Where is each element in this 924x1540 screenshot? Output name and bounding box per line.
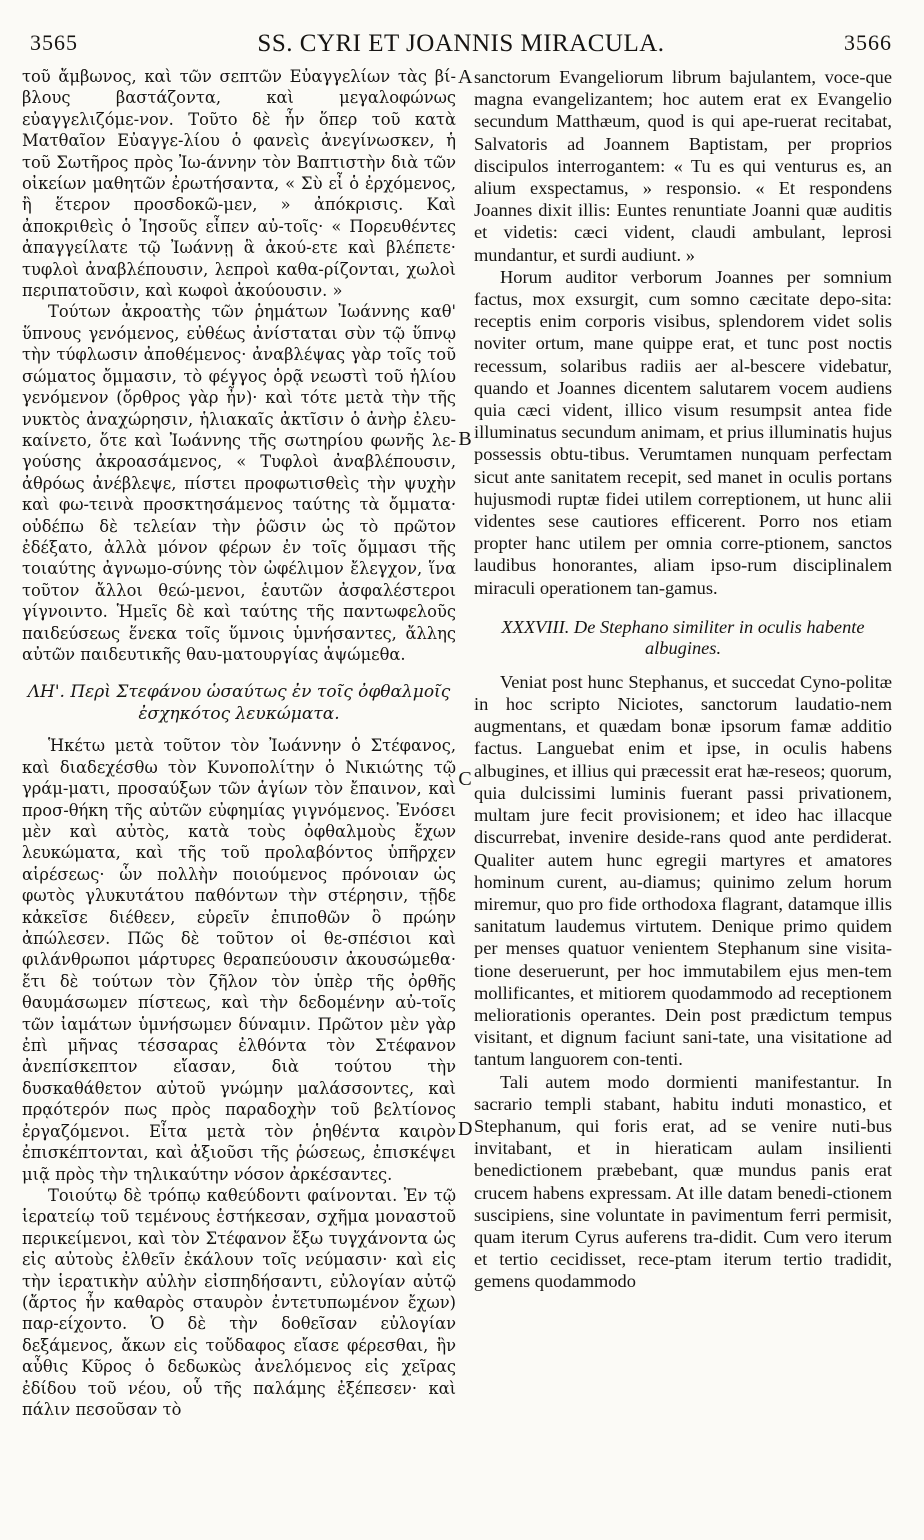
latin-paragraph: sanctorum Evangeliorum librum bajulantem, voce-que magna evangelizantem; hoc autem erat ex Evangelio secundum Matthæum, quod is qui ape-ruerat recitabat, Salvatoris ad Joannem Baptistam, per proprios discipulos interrogantem: « Tu es qui venturus es, an alium exspectamus, » responsio. « Et respondens Joannes dixit illis: Euntes renuntiate Joanni quæ auditis et videtis: cæci vident, claudi ambulant, leprosi mundantur, et surdi audiunt. » xyxy=(474,67,892,265)
latin-section-title: XXXVIII. De Stephano similiter in oculis habente albugines. xyxy=(501,616,865,658)
running-header xyxy=(30,30,892,62)
latin-paragraph: Horum auditor verborum Joannes per somnium factus, mox exsurgit, cum somno cæcitate depo-sita: receptis enim corporis visibus, splendorem videt solis noviter ortum, mane quippe erat, et tunc post noctis recessum, solaribus radiis aer al-bescere videbatur, quando et Joannes dicentem salutarem vocem audiens quia cæci vident, illico visum resumpsit antea fide illuminatus secundum animam, et prius illuminatis hujus possessis obtu-tibus. Verumtamen nunquam perfectam sicut ante sanitatem recepit, sed manet in oculis portans hujusmodi ruptæ fidei utilem correptionem, ut hunc alii videntes sese cautiores efficerent. Porro nos etiam propter hanc utilem per omnia corre-ptionem, sanctos laudibus honorantes, aliam ipso-rum disciplinalem miraculi operationem tan-gamus. xyxy=(474,266,892,598)
greek-section-title: ΛΗ'. Περὶ Στεφάνου ὡσαύτως ἐν τοῖς ὀφθαλμοῖς ἐσχηκότος λευκώματα. xyxy=(27,682,451,725)
running-title: SS. CYRI ET JOANNIS MIRACULA. xyxy=(257,30,665,57)
margin-marker-b: B xyxy=(458,428,472,450)
greek-paragraph: Τοιούτῳ δὲ τρόπῳ καθεύδοντι φαίνονται. Ἐν τῷ ἱερατείῳ τοῦ τεμένους ἑστήκεσαν, σχῆμα μοναστοῦ περικείμενοι, καὶ τὸν Στέφανον ἔξω τυγχάνοντα ὡς εἰς αὐτοὺς ἐλθεῖν ἐκάλουν τοῖς νεύμασιν· καὶ εἰς τὴν ἱερατικὴν αὐλὴν εἰσπηδήσαντι, εὐλογίαν αὐτῷ (ἄρτος ἦν καθαρὸς σταυρὸν ἐντετυπωμένον ἔχων) παρ-είχοντο. Ὁ δὲ τὴν δοθεῖσαν εὐλογίαν δεξάμενος, ἄκων εἰς τοὔδαφος εἴασε φέρεσθαι, ἣν αὖθις Κῦρος ὁ δεδωκὼς ἀνελόμενος εἰς χεῖρας ἐδίδου τοῦ νέου, οὗ τῆς παλάμης ἐξέπεσεν· καὶ πάλιν πεσοῦσαν τὸ xyxy=(22,1185,456,1419)
greek-paragraph: Ἡκέτω μετὰ τοῦτον τὸν Ἰωάννην ὁ Στέφανος, καὶ διαδεχέσθω τὸν Κυνοπολίτην ὁ Νικιώτης τῷ γράμ-ματι, προσαύξων τῶν ἁγίων τὸν ἔπαινον, καὶ προσ-θήκη τῆς αὐτῶν εὐφημίας γιγνόμενος. Ἐνόσει μὲν καὶ αὐτὸς, κατὰ τοὺς ὀφθαλμοὺς ἔχων λευκώματα, καὶ τῆς τοῦ προλαβόντος ὑπῆρχεν αἱρέσεως· ὧν πολλὴν ποιούμενος πρόνοιαν ὡς φωτὸς γλυκυτάτου παθόντων τὴν στέρησιν, τῇδε κἀκεῖσε διέθεεν, εὑρεῖν ἐπιποθῶν ὃ πρώην ἀπώλεσεν. Πῶς δὲ τοῦτον οἱ θε-σπέσιοι καὶ φιλάνθρωποι μάρτυρες θεραπεύουσιν ἀκουσώμεθα· ἔτι δὲ τούτων τὸν ζῆλον τὸν ὑπὲρ τῆς ὀρθῆς θαυμάσωμεν πίστεως, καὶ τὴν δεδομένην αὐ-τοῖς τῶν ἰαμάτων ὑμνήσωμεν δύναμιν. Πρῶτον μὲν γὰρ ἐπὶ μῆνας τέσσαρας ἐλθόντα τὸν Στέφανον ἀνεπίσκεπτον εἴασαν, διὰ τούτου τὴν δυσκαθάθετον αὐτοῦ γνώμην μαλάσσοντες, καὶ πρᾳότερόν πως πρὸς παραδοχὴν τοῦ βελτίονος ἐργαζόμενοι. Εἶτα μετὰ τὸν ῥηθέντα καιρὸν ἐπισκέπτονται, καὶ ἀξιοῦσι τῆς ῥώσεως, ἐπισκέψει μιᾷ πρὸς τὴν τηλικαύτην νόσον ἀρκέσαντες. xyxy=(22,736,456,1184)
latin-paragraph: Veniat post hunc Stephanus, et succedat Cyno-politæ in hoc scripto Niciotes, sanctorum laudatio-nem augmentans, et quædam bonæ ipsorum famæ additio factus. Languebat enim et ipse, in oculis habens albugines, et illius qui præcessit erat hæ-reseos; quorum, quia dulcissimi luminis fuerant passi privationem, multam jure fecit provisionem; et ideo hac illacque discurrebat, invenire deside-rans quod ante perdiderat. Qualiter autem hunc egregii martyres et amatores hominum curent, au-diamus; quinimo zelum horum miremur, quo pro fide orthodoxa flagrant, datamque illis sanitatum laudemus virtutem. Denique primo quidem per menses quatuor venientem Stephanum sine visita-tione deseruerunt, per hoc immutabilem ejus men-tem mollificantes, et mitiorem quodammodo ad receptionem meliorationis operantes. Dein post prædictum tempus visitant, et dignum faciunt sani-tate, una visitatione ad tantum languorem con-tenti. xyxy=(474,671,892,1070)
greek-paragraph: Τούτων ἀκροατὴς τῶν ῥημάτων Ἰωάννης καθ' ὕπνους γενόμενος, εὐθέως ἀνίσταται σὺν τῷ ὕπνῳ τὴν τύφλωσιν ἀποθέμενος· ἀναβλέψας γὰρ τοῖς τοῦ σώματος ὄμμασιν, τὸ φέγγος ὁρᾷ νεωστὶ τοῦ ἡλίου γενόμενον (ὄρθρος γὰρ ἦν)· καὶ τότε μετὰ τὴν τῆς νυκτὸς ἀναχώρησιν, ἡλιακαῖς ἀκτῖσιν ὁ ἀνὴρ ἐλευ-καίνετο, ὅτε καὶ Ἰωάννης τῆς σωτηρίου φωνῆς λε-γούσης ἀκροασάμενος, « Τυφλοὶ ἀναβλέπουσιν, ἀθρόως ἀνέβλεψε, πίστει προφωτισθεὶς τὴν ψυχὴν καὶ φω-τεινὰ προσκτησάμενος ταύτης τὰ ὄμματα· οὐδέπω δὲ τελείαν τὴν ῥῶσιν ὡς τὸ πρῶτον ἐδέξατο, ἀλλὰ μόνον φέρων ἐν τοῖς ὄμμασι τῆς τοιαύτης ἀγνωμο-σύνης τὸν ὠφέλιμον ἔλεγχον, ἵνα τοῦτον ἄλλοι θεώ-μενοι, ἑαυτῶν ἀσφαλέστεροι γίγνοιντο. Ἡμεῖς δὲ καὶ ταύτης τῆς παντωφελοῦς παιδεύσεως ἕνεκα τοῖς ὕμνοις ὑμνήσαντες, ἄλλης αὐτῶν παιδευτικῆς θαυ-ματουργίας ἁψώμεθα. xyxy=(22,302,456,664)
latin-paragraph: Tali autem modo dormienti manifestantur. In sacrario templi stabant, habitu induti monastico, et Stephanum, qui foris erat, ad se venire nuti-bus invitabant, et in hieraticam aulam insilienti benedictionem præbebant, quæ mundus panis erat crucem habens expressam. At ille datam benedi-ctionem suscipiens, sine voluntate in pavimentum ferri permisit, quam iterum Cyrus auferens tra-didit. Cum vero iterum et tertio cecidisset, rece-ptam iterum tertio tradidit, gemens quodammodo xyxy=(474,1071,892,1292)
greek-paragraph: τοῦ ἄμβωνος, καὶ τῶν σεπτῶν Εὐαγγελίων τὰς βί-βλους βαστάζοντα, καὶ μεγαλοφώνως εὐαγγελιζόμε-νον. Τοῦτο δὲ ἦν ὅπερ τοῦ κατὰ Ματθαῖον Εὐαγγε-λίου ὁ φανεὶς ἀνεγίνωσκεν, ἡ τοῦ Σωτῆρος πρὸς Ἰω-άννην τὸν Βαπτιστὴν διὰ τῶν οἰκείων μαθητῶν ἐρωτήσαντα, « Σὺ εἶ ὁ ἐρχόμενος, ἢ ἕτερον προσδοκῶ-μεν, » ἀπόκρισις. Καὶ ἀποκριθεὶς ὁ Ἰησοῦς εἶπεν αὐ-τοῖς· « Πορευθέντες ἀπαγγείλατε τῷ Ἰωάννῃ ἃ ἀκού-ετε καὶ βλέπετε· τυφλοὶ ἀναβλέπουσιν, λεπροὶ καθα-ρίζονται, χωλοὶ περιπατοῦσιν, καὶ κωφοὶ ἀκούουσιν. » xyxy=(22,67,456,301)
margin-marker-d: D xyxy=(458,1118,473,1140)
greek-column xyxy=(22,66,456,1420)
page-number-right: 3566 xyxy=(844,30,892,55)
margin-marker-a: A xyxy=(458,66,473,88)
page-number-left: 3565 xyxy=(30,30,78,55)
latin-column xyxy=(474,66,892,1293)
margin-marker-c: C xyxy=(458,768,472,790)
